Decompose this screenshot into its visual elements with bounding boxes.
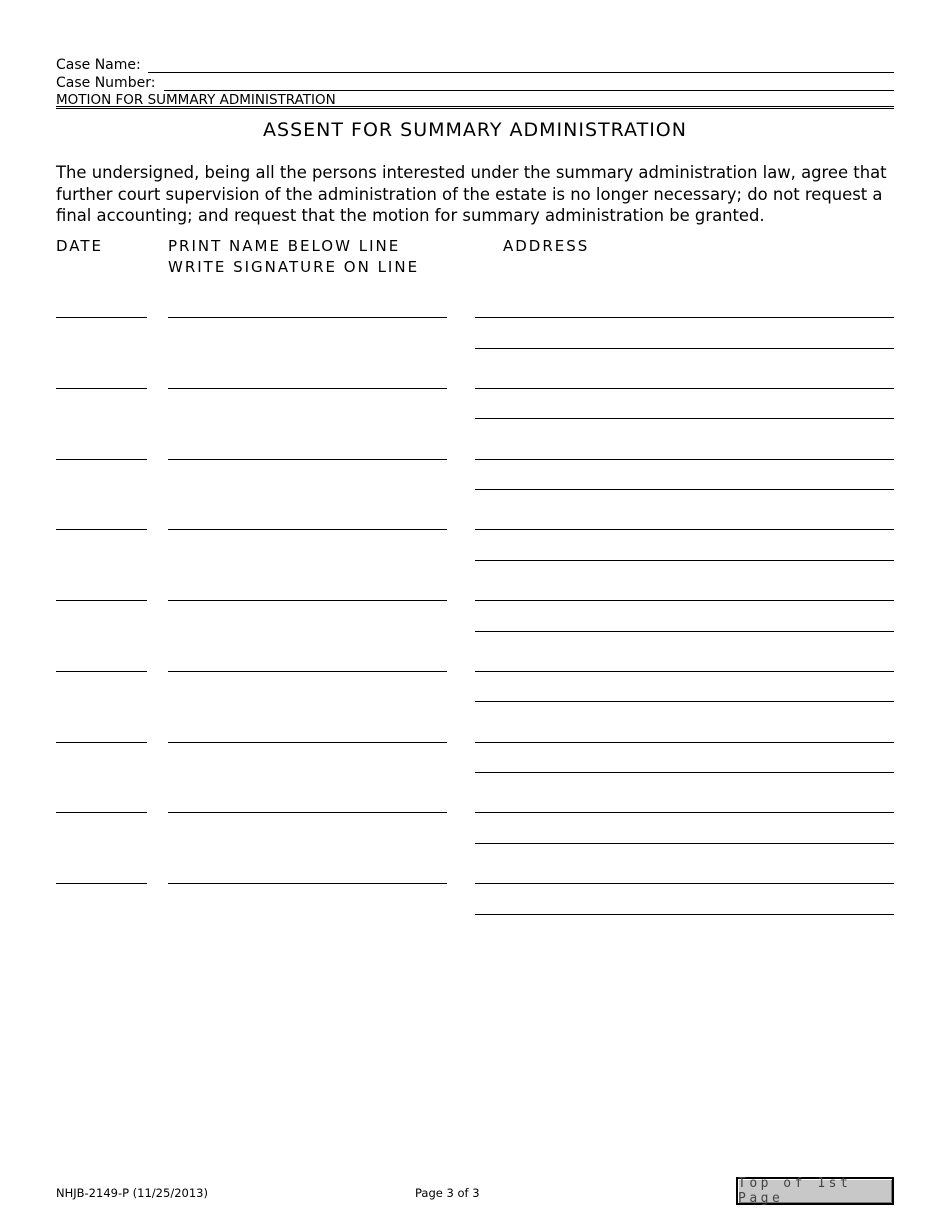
address-line-1[interactable] xyxy=(475,529,894,530)
case-name-label: Case Name: xyxy=(56,57,141,73)
address-line-1[interactable] xyxy=(475,812,894,813)
signature-line[interactable] xyxy=(168,529,447,530)
name-column-header-line2: WRITE SIGNATURE ON LINE xyxy=(168,258,420,276)
date-column-header: DATE xyxy=(56,237,104,255)
address-line-2[interactable] xyxy=(475,418,894,419)
signature-line[interactable] xyxy=(168,388,447,389)
address-line-1[interactable] xyxy=(475,388,894,389)
case-number-label: Case Number: xyxy=(56,75,156,91)
top-of-first-page-button[interactable]: Top of 1st Page xyxy=(736,1177,894,1205)
address-line-2[interactable] xyxy=(475,348,894,349)
motion-title-underline xyxy=(56,106,894,107)
date-line[interactable] xyxy=(56,671,147,672)
address-line-2[interactable] xyxy=(475,914,894,915)
signature-line[interactable] xyxy=(168,459,447,460)
signature-line[interactable] xyxy=(168,742,447,743)
address-line-1[interactable] xyxy=(475,742,894,743)
address-column-header: ADDRESS xyxy=(503,237,590,255)
date-line[interactable] xyxy=(56,812,147,813)
date-line[interactable] xyxy=(56,529,147,530)
signature-line[interactable] xyxy=(168,812,447,813)
date-line[interactable] xyxy=(56,742,147,743)
case-number-field[interactable] xyxy=(164,90,894,91)
date-line[interactable] xyxy=(56,459,147,460)
intro-paragraph: The undersigned, being all the persons interested under the summary administration law, agree that further court supervision of the administration of the estate is no longer necessary; do not request a final accounting; and request that the motion for summary administration be granted. xyxy=(56,163,887,225)
address-line-2[interactable] xyxy=(475,772,894,773)
address-line-1[interactable] xyxy=(475,459,894,460)
signature-line[interactable] xyxy=(168,600,447,601)
date-line[interactable] xyxy=(56,317,147,318)
motion-title: MOTION FOR SUMMARY ADMINISTRATION xyxy=(56,92,336,108)
address-line-1[interactable] xyxy=(475,600,894,601)
signature-line[interactable] xyxy=(168,883,447,884)
page-title: ASSENT FOR SUMMARY ADMINISTRATION xyxy=(263,119,687,141)
signature-line[interactable] xyxy=(168,317,447,318)
address-line-2[interactable] xyxy=(475,489,894,490)
name-column-header-line1: PRINT NAME BELOW LINE xyxy=(168,237,401,255)
address-line-1[interactable] xyxy=(475,671,894,672)
page-number: Page 3 of 3 xyxy=(415,1186,480,1200)
address-line-2[interactable] xyxy=(475,701,894,702)
address-line-1[interactable] xyxy=(475,883,894,884)
case-name-field[interactable] xyxy=(148,72,894,73)
address-line-2[interactable] xyxy=(475,631,894,632)
date-line[interactable] xyxy=(56,883,147,884)
date-line[interactable] xyxy=(56,388,147,389)
header-divider xyxy=(56,108,894,109)
date-line[interactable] xyxy=(56,600,147,601)
form-id: NHJB-2149-P (11/25/2013) xyxy=(56,1186,208,1200)
address-line-2[interactable] xyxy=(475,560,894,561)
signature-line[interactable] xyxy=(168,671,447,672)
address-line-1[interactable] xyxy=(475,317,894,318)
address-line-2[interactable] xyxy=(475,843,894,844)
